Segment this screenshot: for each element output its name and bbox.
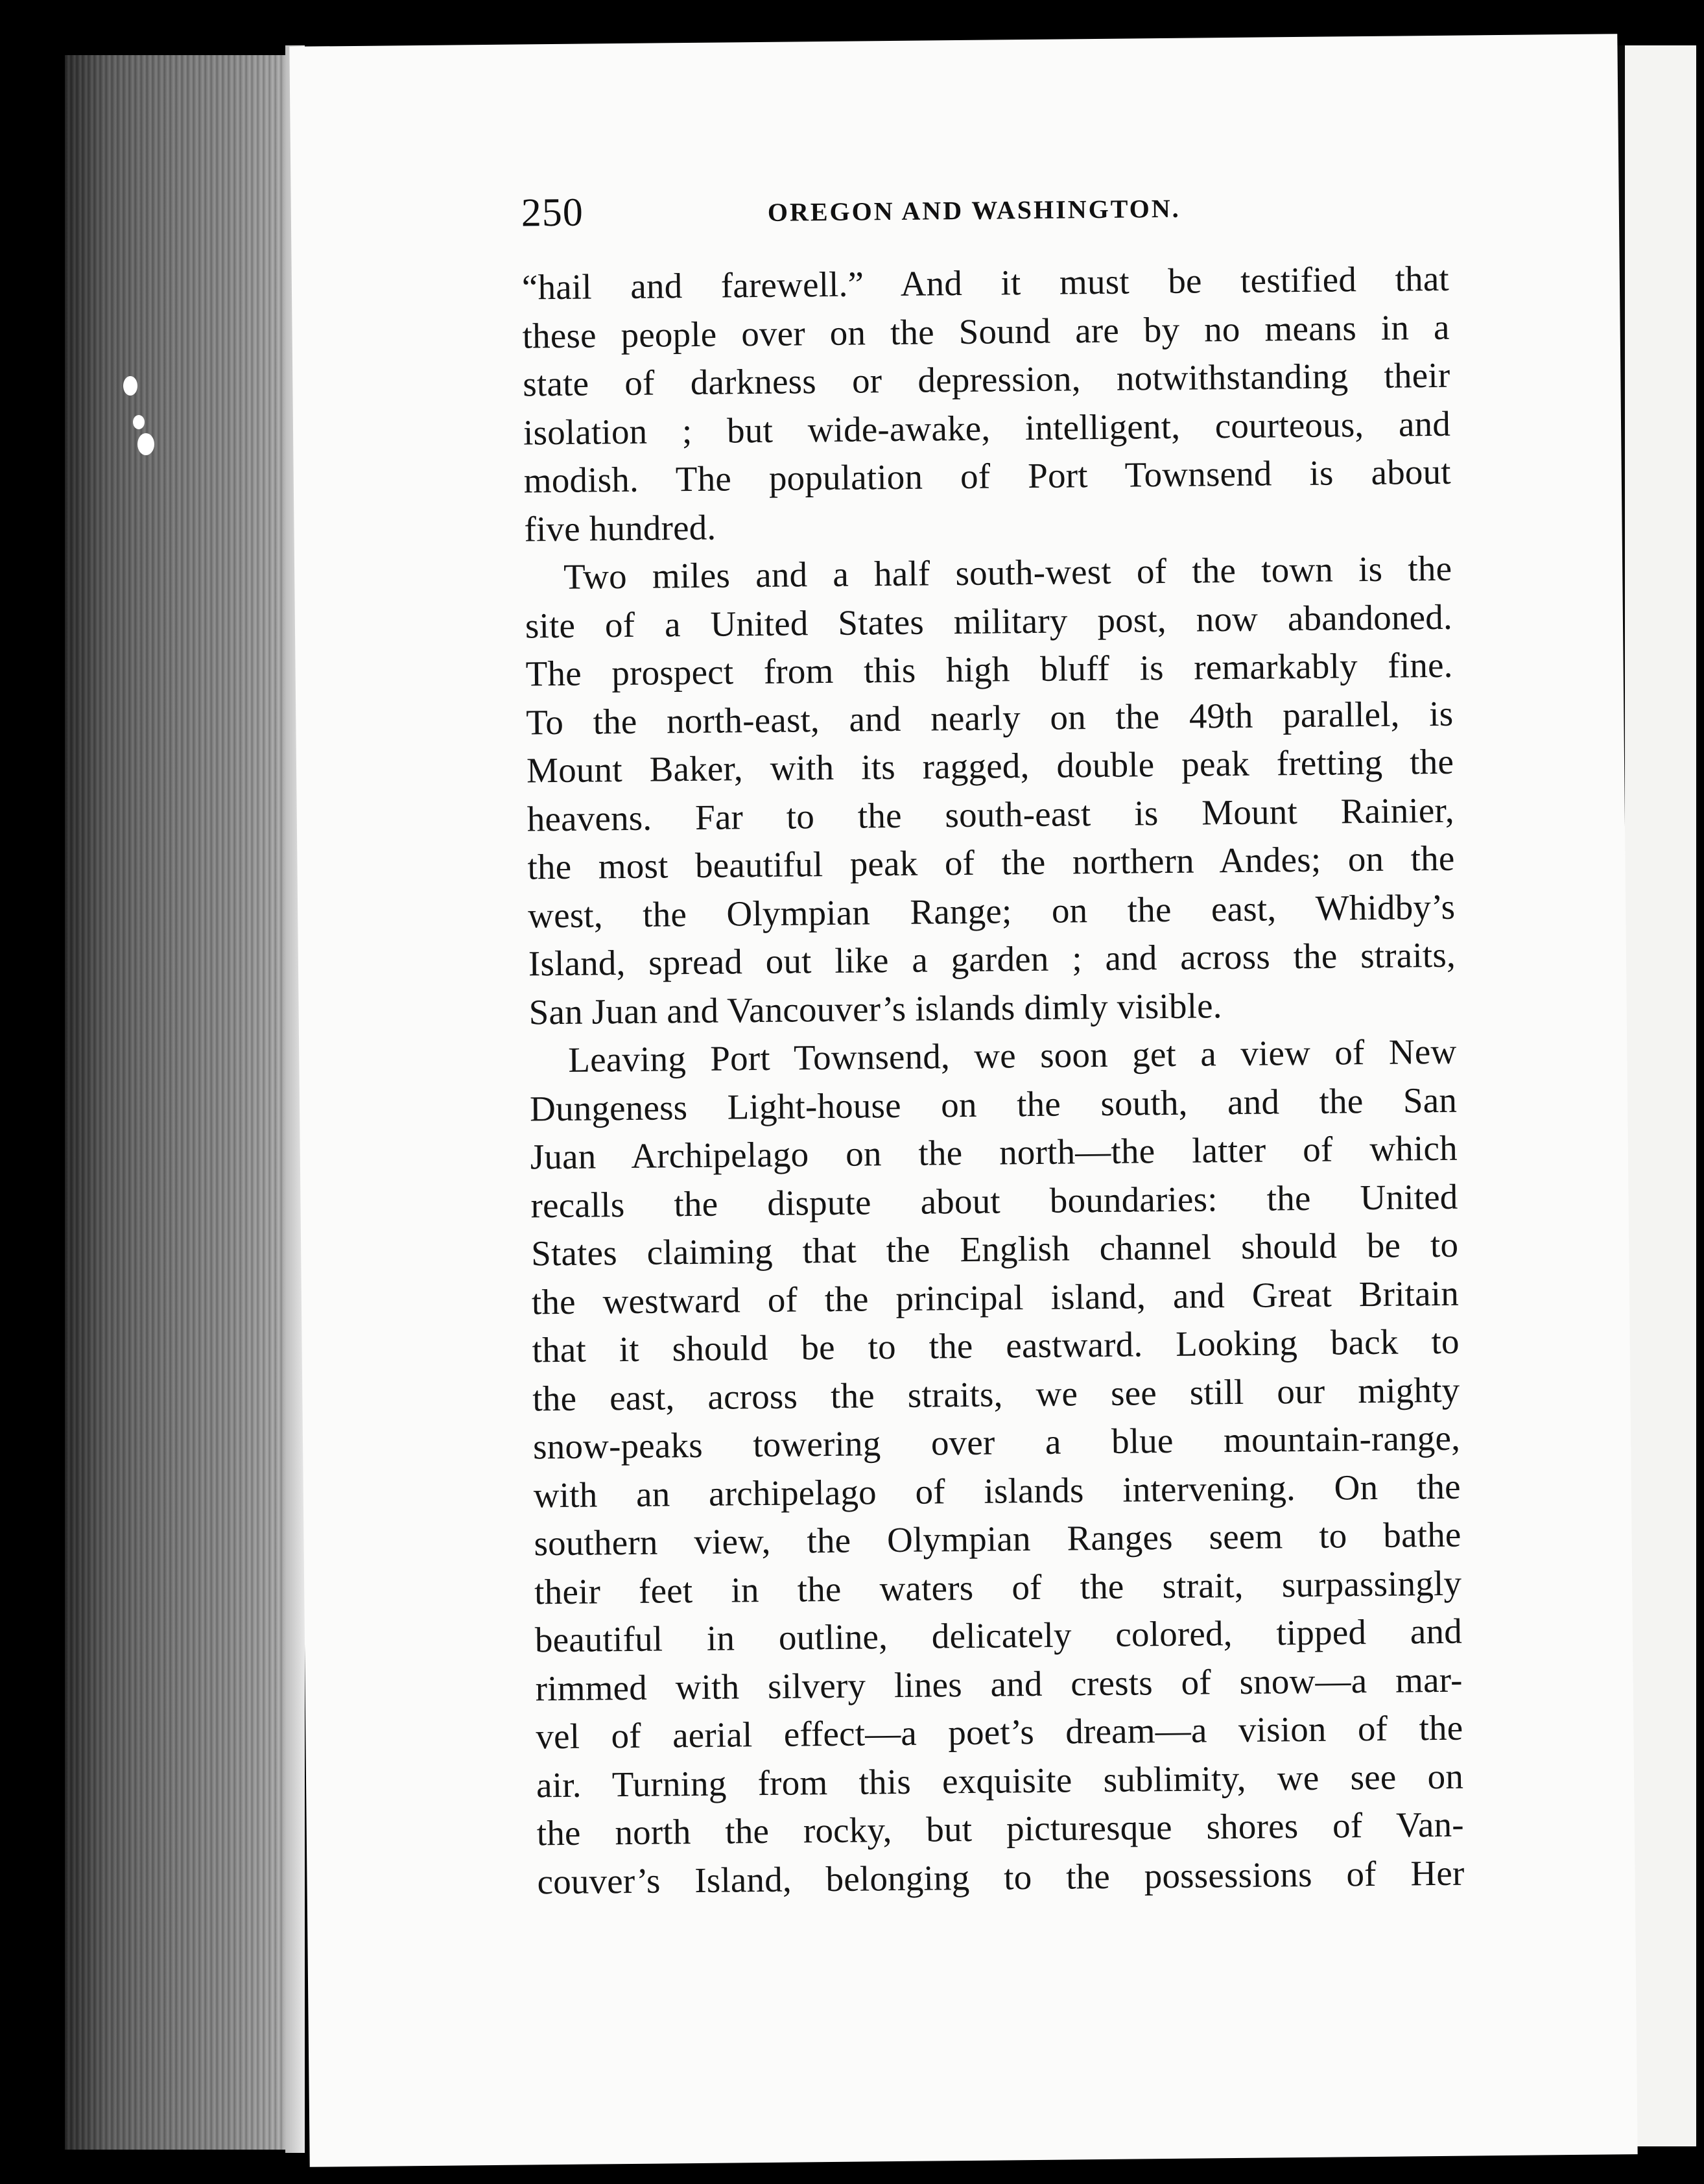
page-number: 250 <box>521 190 584 235</box>
text-line: state of darkness or depression, notwithstanding their <box>523 355 1450 404</box>
text-line: To the north-east, and nearly on the 49th parallel, is <box>526 693 1454 742</box>
text-line: rimmed with silvery lines and crests of snow—a mar- <box>535 1659 1463 1708</box>
text-line: Leaving Port Townsend, we soon get a view of New <box>568 1031 1457 1080</box>
text-line: with an archipelago of islands intervening. On the <box>533 1466 1461 1515</box>
scan-speck <box>123 376 137 396</box>
text-line: The prospect from this high bluff is remarkably fine. <box>525 645 1453 694</box>
text-line: Mount Baker, with its ragged, double peak fretting the <box>526 741 1454 790</box>
text-line: recalls the dispute about boundaries: the United <box>530 1176 1458 1225</box>
text-line: modish. The population of Port Townsend is about <box>523 451 1452 501</box>
scan-speck <box>133 415 145 429</box>
body-text <box>522 255 1465 1906</box>
text-line: vel of aerial effect—a poet’s dream—a vision of the <box>536 1707 1463 1757</box>
text-line: the north the rocky, but picturesque shores of Van- <box>536 1804 1465 1853</box>
running-title: OREGON AND WASHINGTON. <box>767 193 1181 227</box>
text-line: Island, spread out like a garden ; and across the straits, <box>528 934 1456 984</box>
text-line: these people over on the Sound are by no means in a <box>522 307 1450 355</box>
text-line: couver’s Island, belonging to the possessions of Her <box>537 1853 1465 1901</box>
text-line: the westward of the principal island, and Great Britain <box>531 1273 1460 1322</box>
text-line: west, the Olympian Range; on the east, Whidby’s <box>527 886 1456 935</box>
text-line: the most beautiful peak of the northern Andes; on the <box>527 838 1455 887</box>
book-page-edges <box>65 55 305 2150</box>
text-line: air. Turning from this exquisite sublimity, we see on <box>536 1756 1464 1805</box>
text-line: Juan Archipelago on the north—the latter of which <box>530 1128 1458 1177</box>
text-line: San Juan and Vancouver’s islands dimly visible. <box>528 985 1222 1032</box>
text-line: States claiming that the English channel should be to <box>530 1224 1459 1274</box>
text-line: the east, across the straits, we see still our mighty <box>532 1370 1460 1418</box>
text-line: isolation ; but wide-awake, intelligent, courteous, and <box>523 403 1451 452</box>
text-line: that it should be to the eastward. Looking back to <box>532 1321 1460 1370</box>
book-page <box>289 34 1637 2167</box>
text-line: southern view, the Olympian Ranges seem to bathe <box>534 1514 1461 1563</box>
text-line: snow-peaks towering over a blue mountain-range, <box>532 1418 1461 1467</box>
text-line: heavens. Far to the south-east is Mount Rainier, <box>527 790 1455 838</box>
text-line: Dungeness Light-house on the south, and the San <box>529 1080 1458 1128</box>
text-line: beautiful in outline, delicately colored, tipped and <box>534 1611 1463 1660</box>
text-line: their feet in the waters of the strait, surpassingly <box>534 1563 1462 1611</box>
text-line: “hail and farewell.” And it must be testified that <box>521 258 1450 307</box>
text-line: Two miles and a half south-west of the town is the <box>563 548 1452 597</box>
running-head <box>521 181 1494 242</box>
text-line: site of a United States military post, now abandoned. <box>525 597 1453 645</box>
text-line: five hundred. <box>524 507 716 549</box>
scan-speck <box>137 433 154 455</box>
